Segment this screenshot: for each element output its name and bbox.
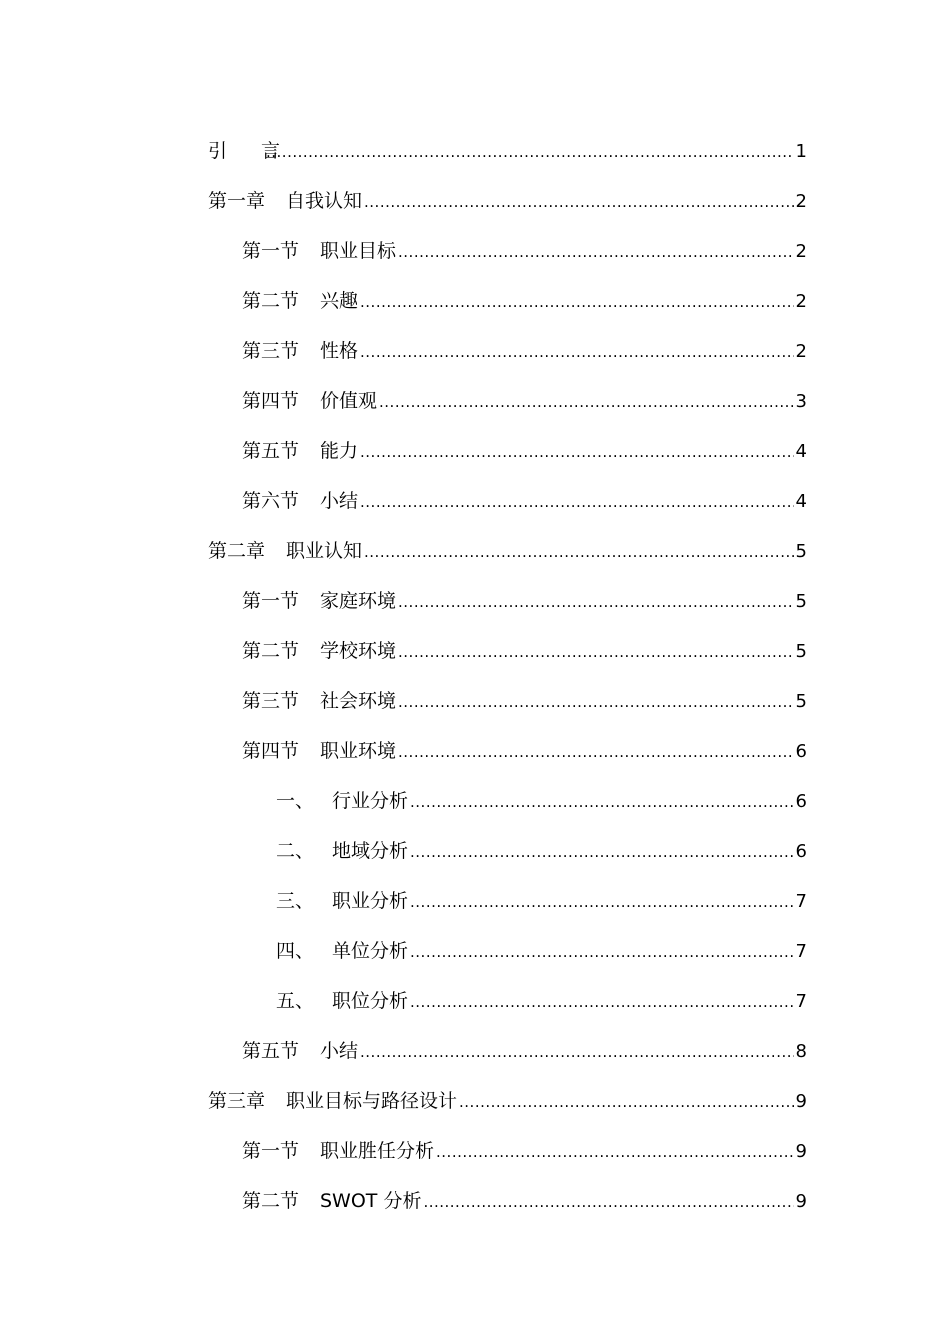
toc-page-number: 6: [795, 791, 807, 812]
toc-page-number: 9: [795, 1091, 807, 1112]
toc-page-number: 1: [795, 141, 807, 162]
toc-title: 兴趣: [320, 290, 359, 312]
toc-entry-subsection[interactable]: [0, 876, 950, 926]
toc-title: 职业分析: [332, 890, 409, 912]
toc-title: 价值观: [320, 390, 378, 412]
toc-page-number: 9: [795, 1141, 807, 1162]
toc-leader-dots: [410, 787, 794, 817]
toc-title: 职业环境: [320, 740, 397, 762]
toc-entry-section[interactable]: [0, 726, 950, 776]
toc-entry-chapter-3[interactable]: [0, 1076, 950, 1126]
toc-number: 第二节: [242, 1190, 300, 1212]
toc-leader-dots: [360, 437, 794, 467]
toc-entry-section[interactable]: [0, 276, 950, 326]
toc-entry-section[interactable]: [0, 676, 950, 726]
toc-page-number: 5: [795, 541, 807, 562]
toc-number: 第四节: [242, 740, 300, 762]
toc-page-number: 2: [795, 291, 807, 312]
toc-entry-subsection[interactable]: [0, 976, 950, 1026]
toc-number: 四、: [276, 940, 315, 962]
toc-page-number: 5: [795, 641, 807, 662]
toc-leader-dots: [398, 237, 794, 267]
toc-number: 三、: [276, 890, 315, 912]
toc-title: 职业目标与路径设计: [286, 1090, 458, 1112]
toc-leader-dots: [410, 837, 794, 867]
toc-leader-dots: [379, 387, 794, 417]
toc-page-number: 6: [795, 841, 807, 862]
toc-number: 第二节: [242, 290, 300, 312]
toc-entry-subsection[interactable]: [0, 926, 950, 976]
toc-number: 第三章: [208, 1090, 266, 1112]
toc-page-number: 4: [795, 491, 807, 512]
toc-entry-chapter-1[interactable]: [0, 176, 950, 226]
toc-page-number: 8: [795, 1041, 807, 1062]
toc-title: 小结: [320, 1040, 359, 1062]
toc-title: 家庭环境: [320, 590, 397, 612]
toc-title: 行业分析: [332, 790, 409, 812]
toc-leader-dots: [360, 287, 794, 317]
toc-number: 第五节: [242, 1040, 300, 1062]
toc-page-number: 2: [795, 341, 807, 362]
toc-leader-dots: [410, 937, 794, 967]
toc-number: 第三节: [242, 690, 300, 712]
toc-title: 职业目标: [320, 240, 397, 262]
toc-title: 职位分析: [332, 990, 409, 1012]
toc-page-number: 9: [795, 1191, 807, 1212]
toc-page-number: 4: [795, 441, 807, 462]
toc-number: 五、: [276, 990, 315, 1012]
toc-entry-section[interactable]: [0, 1176, 950, 1226]
toc-entry-subsection[interactable]: [0, 826, 950, 876]
toc-title: 能力: [320, 440, 359, 462]
toc-number: 第六节: [242, 490, 300, 512]
toc-leader-dots: [410, 987, 794, 1017]
toc-title: 性格: [320, 340, 359, 362]
toc-number: 第三节: [242, 340, 300, 362]
toc-number: 第二章: [208, 540, 266, 562]
toc-number: 引 言: [208, 140, 295, 162]
toc-entry-section[interactable]: [0, 476, 950, 526]
toc-page-number: 7: [795, 891, 807, 912]
toc-entry-section[interactable]: [0, 426, 950, 476]
toc-page-number: 5: [795, 691, 807, 712]
toc-number: 第五节: [242, 440, 300, 462]
toc-title: 社会环境: [320, 690, 397, 712]
toc-page-number: 2: [795, 241, 807, 262]
toc-leader-dots: [360, 487, 794, 517]
toc-title: 学校环境: [320, 640, 397, 662]
toc-leader-dots: [360, 1037, 794, 1067]
toc-number: 二、: [276, 840, 315, 862]
toc-title: 自我认知: [286, 190, 363, 212]
toc-entry-section[interactable]: [0, 376, 950, 426]
toc-leader-dots: [398, 587, 794, 617]
toc-entry-intro[interactable]: [0, 126, 950, 176]
toc-entry-section[interactable]: [0, 326, 950, 376]
toc-page-number: 3: [795, 391, 807, 412]
toc-leader-dots: [459, 1087, 794, 1117]
toc-page-number: 7: [795, 991, 807, 1012]
toc-title: 职业认知: [286, 540, 363, 562]
toc-page-number: 6: [795, 741, 807, 762]
toc-entry-section[interactable]: [0, 226, 950, 276]
toc-page-number: 5: [795, 591, 807, 612]
toc-entry-section[interactable]: [0, 1026, 950, 1076]
toc-entry-chapter-2[interactable]: [0, 526, 950, 576]
toc-entry-subsection[interactable]: [0, 776, 950, 826]
toc-number: 第二节: [242, 640, 300, 662]
toc-number: 第一节: [242, 1140, 300, 1162]
toc-leader-dots: [398, 687, 794, 717]
toc-leader-dots: [410, 887, 794, 917]
toc-leader-dots: [360, 337, 794, 367]
toc-number: 第四节: [242, 390, 300, 412]
toc-leader-dots: [364, 537, 794, 567]
toc-leader-dots: [266, 137, 794, 167]
toc-title: 地域分析: [332, 840, 409, 862]
toc-title: SWOT 分析: [320, 1190, 422, 1212]
toc-entry-section[interactable]: [0, 1126, 950, 1176]
toc-number: 第一章: [208, 190, 266, 212]
toc-entry-section[interactable]: [0, 626, 950, 676]
toc-number: 一、: [276, 790, 315, 812]
toc-number: 第一节: [242, 240, 300, 262]
toc-page-number: 7: [795, 941, 807, 962]
toc-number: 第一节: [242, 590, 300, 612]
toc-leader-dots: [436, 1137, 794, 1167]
toc-title: 单位分析: [332, 940, 409, 962]
toc-leader-dots: [423, 1187, 793, 1217]
toc-entry-section[interactable]: [0, 576, 950, 626]
toc-leader-dots: [364, 187, 794, 217]
toc-title: 职业胜任分析: [320, 1140, 435, 1162]
toc-leader-dots: [398, 737, 794, 767]
toc-title: 小结: [320, 490, 359, 512]
toc-page-number: 2: [795, 191, 807, 212]
toc-leader-dots: [398, 637, 794, 667]
